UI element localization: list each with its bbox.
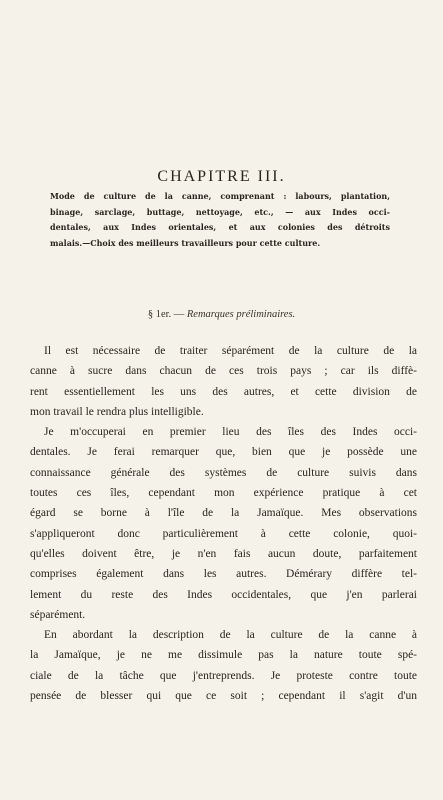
summary-line: Mode de culture de la canne, comprenant : labours, plantation, <box>50 191 390 201</box>
text-line: canne à sucre dans chacun de ces trois pays ; car ils diffè- <box>30 365 417 378</box>
text-line: toutes ces îles, cependant mon expérience pratique à cet <box>30 487 417 500</box>
text-line: séparément. <box>30 608 86 621</box>
text-line: connaissance générale des systèmes de culture suivis dans <box>30 466 417 479</box>
summary-line: malais.—Choix des meilleurs travailleurs pour cette culture. <box>50 237 321 248</box>
text-line: qu'elles doivent être, je n'en fais aucun doute, parfaitement <box>30 547 417 560</box>
text-line: la Jamaïque, je ne me dissimule pas la nature toute spé- <box>30 649 417 662</box>
text-line: comprises également dans les autres. Démérary diffère tel- <box>30 568 417 581</box>
chapter-summary <box>50 189 390 251</box>
text-line: ciale de la tâche que j'entreprends. Je proteste contre toute <box>30 669 417 682</box>
body-text <box>30 341 417 706</box>
text-line: lement du reste des Indes occidentales, que j'en parlerai <box>30 588 417 601</box>
section-number: § 1er. — <box>147 309 185 320</box>
section-heading <box>0 309 443 320</box>
text-line: s'appliqueront donc particulièrement à cette colonie, quoi- <box>30 527 417 540</box>
text-line: En abordant la description de la culture de la canne à <box>44 629 417 642</box>
text-line: Il est nécessaire de traiter séparément de la culture de la <box>44 345 417 357</box>
summary-line: dentales, aux Indes orientales, et aux colonies des détroits <box>50 222 390 232</box>
section-title-text: Remarques préliminaires. <box>186 309 296 320</box>
chapter-title: CHAPITRE III. <box>157 168 286 185</box>
text-line: Je m'occuperai en premier lieu des îles des Indes occi- <box>44 426 417 439</box>
text-line: égard se borne à l'île de la Jamaïque. Mes observations <box>30 507 417 520</box>
text-line: pensée de blesser qui que ce soit ; cependant il s'agit d'un <box>30 690 417 703</box>
text-line: mon travail le rendra plus intelligible. <box>30 405 204 418</box>
summary-line: binage, sarclage, buttage, nettoyage, etc., — aux Indes occi- <box>50 206 390 217</box>
text-line: dentales. Je ferai remarquer que, bien que je possède une <box>30 446 417 459</box>
text-line: rent essentiellement les uns des autres, et cette division de <box>30 385 417 398</box>
